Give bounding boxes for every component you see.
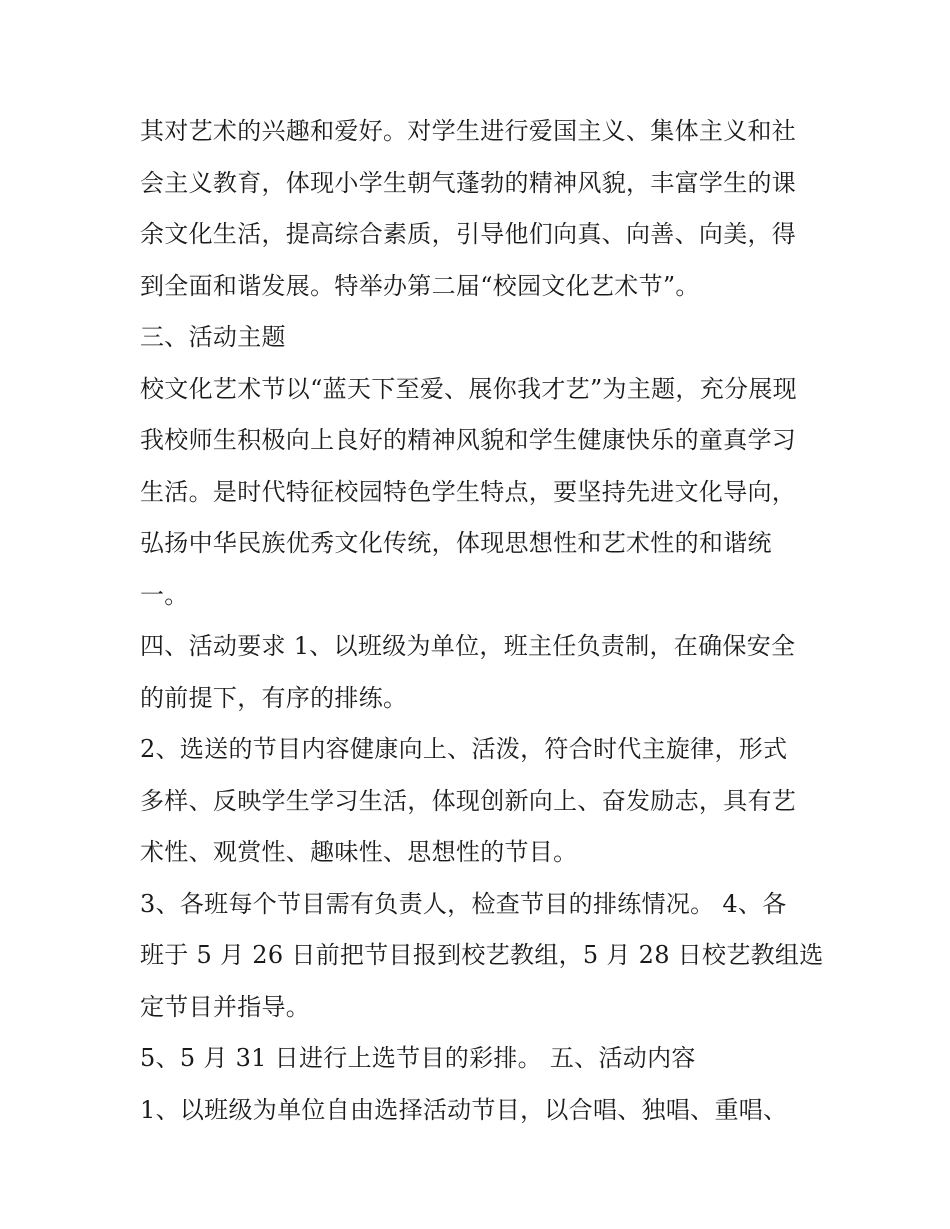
text-line-17: 班于 5 月 26 日前把节目报到校艺教组，5 月 28 日校艺教组选: [140, 941, 824, 969]
document-body: [140, 106, 824, 1136]
text-line-7: 我校师生积极向上良好的精神风貌和学生健康快乐的童真学习: [140, 426, 797, 454]
text-line-10: 一。: [140, 580, 189, 609]
text-line-4: 到全面和谐发展。特举办第二届“校园文化艺术节”。: [140, 271, 700, 300]
text-line-2: 会主义教育，体现小学生朝气蓬勃的精神风貌，丰富学生的课: [140, 168, 797, 197]
text-line-13: 2、选送的节目内容健康向上、活泼，符合时代主旋律，形式: [140, 735, 788, 763]
text-line-9: 弘扬中华民族优秀文化传统，体现思想性和艺术性的和谐统: [140, 529, 772, 557]
text-line-18: 定节目并指导。: [140, 992, 311, 1021]
text-line-6: 校文化艺术节以“蓝天下至爱、展你我才艺”为主题，充分展现: [140, 374, 797, 403]
text-line-20: 1、以班级为单位自由选择活动节目，以合唱、独唱、重唱、: [140, 1095, 788, 1124]
text-line-1: 其对艺术的兴趣和爱好。对学生进行爱国主义、集体主义和社: [140, 117, 797, 145]
text-line-14: 多样、反映学生学习生活，体现创新向上、奋发励志，具有艺: [140, 786, 797, 815]
section-heading-requirements: 四、活动要求 1、以班级为单位，班主任负责制，在确保安全: [140, 632, 796, 660]
section-heading-theme: 三、活动主题: [140, 323, 286, 351]
text-line-15: 术性、观赏性、趣味性、思想性的节目。: [140, 838, 578, 866]
text-line-12: 的前提下，有序的排练。: [140, 683, 408, 712]
text-line-16: 3、各班每个节目需有负责人，检查节目的排练情况。 4、各: [140, 889, 787, 918]
text-line-8: 生活。是时代特征校园特色学生特点，要坚持先进文化导向，: [140, 477, 797, 506]
text-line-3: 余文化生活，提高综合素质，引导他们向真、向善、向美，得: [140, 220, 797, 248]
text-line-19: 5、5 月 31 日进行上选节目的彩排。 五、活动内容: [140, 1044, 696, 1072]
